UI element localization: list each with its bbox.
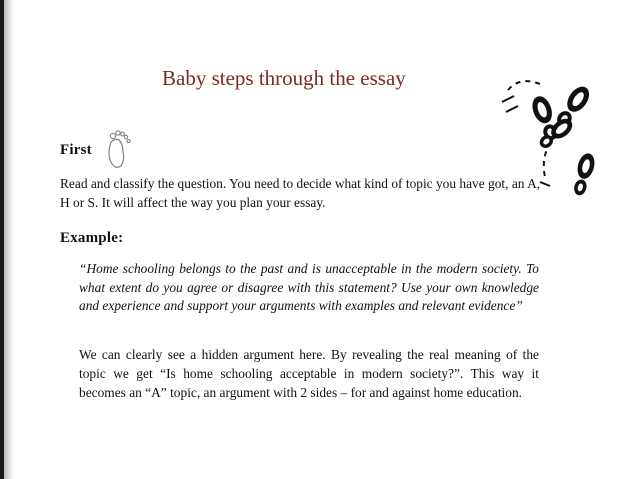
analysis-paragraph: We can clearly see a hidden argument here. By revealing the real meaning of the topic we get “Is home schooling acceptable in modern society?”. This way it becomes an “A” topic, an argument with 2 sides – for and against home education. [79,347,539,400]
slide-frame-edge [0,0,14,479]
example-heading: Example: [60,230,124,246]
first-heading: First [60,142,92,158]
first-paragraph: Read and classify the question. You need to decide what kind of topic you have got, an A, H or S. It will affect the way you plan your essay. [60,176,541,210]
example-quote: “Home schooling belongs to the past and is unacceptable in the modern society. To what extent do you agree or disagree with this statement? Use your own knowledge and experience and support your arguments with examples and relevant evidence” [79,261,539,314]
footprint-icon [101,128,135,177]
slide-title: Baby steps through the essay [162,66,406,90]
